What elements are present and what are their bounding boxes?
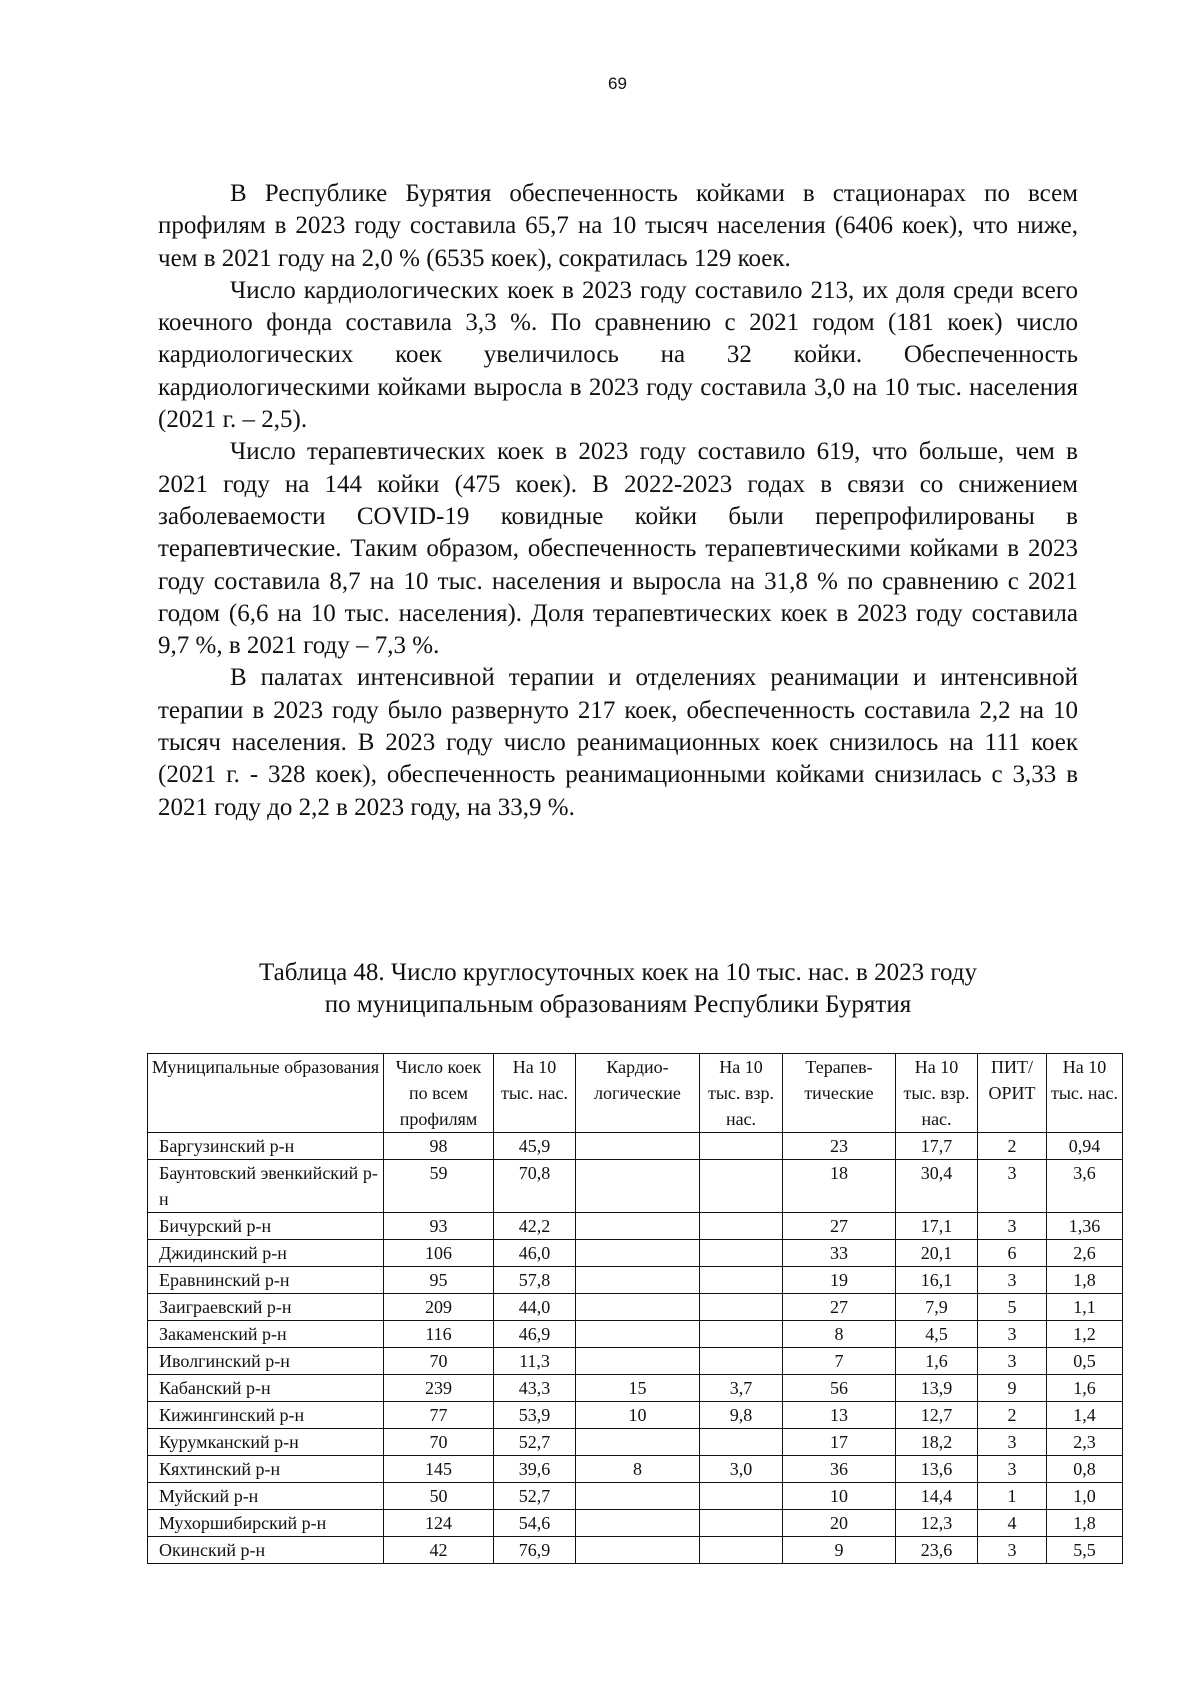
paragraph-therapy-beds: Число терапевтических коек в 2023 году составило 619, что больше, чем в 2021 году на 144 койки (475 коек). В 2022-2023 годах в связи со снижением заболеваемости COVID-19 ковидные койки были перепрофилированы в терапевтические. Таким образом, обеспеченность терапевтическими койками в 2023 году составила 8,7 на 10 тыс. населения и выросла на 31,8 % по сравнению с 2021 годом (6,6 на 10 тыс. населения). Доля терапевтических коек в 2023 году составила 9,7 %, в 2021 году – 7,3 %. — [158, 438, 1078, 660]
cell-therapy-per-10k: 17,1 — [896, 1213, 978, 1240]
body-text — [158, 178, 1078, 824]
cell-cardiology-beds — [576, 1321, 700, 1348]
cell-cardiology-beds — [576, 1294, 700, 1321]
cell-therapy-beds: 13 — [783, 1402, 896, 1429]
cell-municipality: Баунтовский эвенкийский р-н — [148, 1160, 384, 1213]
header-therapy-beds: Терапев-тические — [783, 1054, 896, 1133]
table-row — [148, 1348, 1123, 1375]
cell-icu-per-10k: 1,6 — [1047, 1375, 1123, 1402]
cell-total-per-10k: 43,3 — [494, 1375, 576, 1402]
cell-therapy-beds: 7 — [783, 1348, 896, 1375]
cell-cardiology-beds — [576, 1510, 700, 1537]
cell-cardiology-beds — [576, 1483, 700, 1510]
cell-total-beds: 42 — [384, 1537, 494, 1564]
cell-municipality: Окинский р-н — [148, 1537, 384, 1564]
cell-total-beds: 93 — [384, 1213, 494, 1240]
table-caption — [158, 957, 1078, 1021]
header-municipality: Муниципальные образования — [148, 1054, 384, 1133]
cell-total-beds: 98 — [384, 1133, 494, 1160]
cell-therapy-per-10k: 13,9 — [896, 1375, 978, 1402]
cell-total-beds: 70 — [384, 1429, 494, 1456]
table-row — [148, 1133, 1123, 1160]
cell-cardiology-per-10k: 9,8 — [700, 1402, 783, 1429]
cell-icu-beds: 3 — [978, 1321, 1047, 1348]
cell-municipality: Бичурский р-н — [148, 1213, 384, 1240]
cell-icu-beds: 3 — [978, 1348, 1047, 1375]
table-row — [148, 1321, 1123, 1348]
cell-icu-per-10k: 1,8 — [1047, 1267, 1123, 1294]
cell-total-beds: 59 — [384, 1160, 494, 1213]
cell-icu-beds: 5 — [978, 1294, 1047, 1321]
cell-therapy-beds: 8 — [783, 1321, 896, 1348]
cell-therapy-per-10k: 13,6 — [896, 1456, 978, 1483]
cell-municipality: Еравнинский р-н — [148, 1267, 384, 1294]
cell-municipality: Джидинский р-н — [148, 1240, 384, 1267]
cell-icu-beds: 9 — [978, 1375, 1047, 1402]
cell-therapy-beds: 56 — [783, 1375, 896, 1402]
cell-total-beds: 239 — [384, 1375, 494, 1402]
paragraph-bed-supply: В Республике Бурятия обеспеченность койками в стационарах по всем профилям в 2023 году составила 65,7 на 10 тысяч населения (6406 коек), что ниже, чем в 2021 году на 2,0 % (6535 коек), сократилась 129 коек. — [158, 180, 1078, 272]
cell-total-beds: 77 — [384, 1402, 494, 1429]
cell-municipality: Мухоршибирский р-н — [148, 1510, 384, 1537]
cell-therapy-beds: 27 — [783, 1213, 896, 1240]
cell-therapy-per-10k: 12,7 — [896, 1402, 978, 1429]
cell-therapy-per-10k: 18,2 — [896, 1429, 978, 1456]
cell-total-per-10k: 52,7 — [494, 1483, 576, 1510]
cell-cardiology-beds — [576, 1537, 700, 1564]
cell-icu-beds: 2 — [978, 1133, 1047, 1160]
cell-total-beds: 50 — [384, 1483, 494, 1510]
table-row — [148, 1160, 1123, 1213]
cell-cardiology-beds: 8 — [576, 1456, 700, 1483]
cell-therapy-per-10k: 12,3 — [896, 1510, 978, 1537]
paragraph-icu-beds: В палатах интенсивной терапии и отделениях реанимации и интенсивной терапии в 2023 году было развернуто 217 коек, обеспеченность составила 2,2 на 10 тысяч населения. В 2023 году число реанимационных коек снизилось на 111 коек (2021 г. - 328 коек), обеспеченность реанимационными койками снизилась с 3,33 в 2021 году до 2,2 в 2023 году, на 33,9 %. — [158, 664, 1078, 821]
cell-total-per-10k: 57,8 — [494, 1267, 576, 1294]
cell-therapy-per-10k: 30,4 — [896, 1160, 978, 1213]
cell-total-beds: 95 — [384, 1267, 494, 1294]
cell-cardiology-per-10k — [700, 1267, 783, 1294]
cell-municipality: Кабанский р-н — [148, 1375, 384, 1402]
table-row — [148, 1510, 1123, 1537]
cell-cardiology-per-10k — [700, 1537, 783, 1564]
cell-icu-beds: 3 — [978, 1537, 1047, 1564]
cell-cardiology-beds — [576, 1267, 700, 1294]
cell-cardiology-per-10k — [700, 1294, 783, 1321]
cell-therapy-per-10k: 14,4 — [896, 1483, 978, 1510]
table-row — [148, 1429, 1123, 1456]
cell-total-per-10k: 44,0 — [494, 1294, 576, 1321]
cell-icu-per-10k: 1,4 — [1047, 1402, 1123, 1429]
table-caption-line-2: по муниципальным образованиям Республики Бурятия — [324, 991, 912, 1018]
page-number: 69 — [608, 74, 627, 93]
cell-total-per-10k: 54,6 — [494, 1510, 576, 1537]
cell-icu-beds: 2 — [978, 1402, 1047, 1429]
header-cardiology-per-10k: На 10 тыс. взр. нас. — [700, 1054, 783, 1133]
cell-therapy-per-10k: 20,1 — [896, 1240, 978, 1267]
beds-table — [147, 1053, 1123, 1564]
table-row — [148, 1240, 1123, 1267]
cell-icu-beds: 6 — [978, 1240, 1047, 1267]
cell-cardiology-per-10k — [700, 1321, 783, 1348]
table-header-row — [148, 1054, 1123, 1133]
cell-icu-per-10k: 3,6 — [1047, 1160, 1123, 1213]
cell-cardiology-beds — [576, 1240, 700, 1267]
cell-cardiology-per-10k — [700, 1133, 783, 1160]
cell-total-per-10k: 45,9 — [494, 1133, 576, 1160]
cell-icu-beds: 3 — [978, 1160, 1047, 1213]
header-total-beds: Число коек по всем профилям — [384, 1054, 494, 1133]
cell-cardiology-per-10k — [700, 1510, 783, 1537]
cell-therapy-beds: 9 — [783, 1537, 896, 1564]
cell-cardiology-per-10k — [700, 1240, 783, 1267]
cell-therapy-per-10k: 16,1 — [896, 1267, 978, 1294]
cell-therapy-per-10k: 4,5 — [896, 1321, 978, 1348]
cell-icu-per-10k: 0,94 — [1047, 1133, 1123, 1160]
cell-total-beds: 116 — [384, 1321, 494, 1348]
cell-icu-per-10k: 2,3 — [1047, 1429, 1123, 1456]
header-total-per-10k: На 10 тыс. нас. — [494, 1054, 576, 1133]
cell-municipality: Муйский р-н — [148, 1483, 384, 1510]
cell-therapy-beds: 20 — [783, 1510, 896, 1537]
cell-cardiology-per-10k — [700, 1160, 783, 1213]
cell-total-beds: 70 — [384, 1348, 494, 1375]
cell-therapy-beds: 36 — [783, 1456, 896, 1483]
table-row — [148, 1483, 1123, 1510]
cell-therapy-beds: 23 — [783, 1133, 896, 1160]
cell-cardiology-per-10k — [700, 1213, 783, 1240]
cell-total-per-10k: 76,9 — [494, 1537, 576, 1564]
cell-therapy-beds: 33 — [783, 1240, 896, 1267]
cell-therapy-beds: 10 — [783, 1483, 896, 1510]
cell-cardiology-per-10k: 3,0 — [700, 1456, 783, 1483]
cell-total-per-10k: 52,7 — [494, 1429, 576, 1456]
cell-total-beds: 145 — [384, 1456, 494, 1483]
cell-therapy-beds: 18 — [783, 1160, 896, 1213]
cell-total-per-10k: 53,9 — [494, 1402, 576, 1429]
cell-municipality: Курумканский р-н — [148, 1429, 384, 1456]
cell-cardiology-beds — [576, 1348, 700, 1375]
cell-total-beds: 209 — [384, 1294, 494, 1321]
header-cardiology-beds: Кардио-логические — [576, 1054, 700, 1133]
cell-cardiology-per-10k — [700, 1348, 783, 1375]
cell-cardiology-beds — [576, 1133, 700, 1160]
cell-cardiology-beds: 10 — [576, 1402, 700, 1429]
cell-total-beds: 124 — [384, 1510, 494, 1537]
header-icu-beds: ПИТ/ ОРИТ — [978, 1054, 1047, 1133]
table-row — [148, 1267, 1123, 1294]
cell-municipality: Кижингинский р-н — [148, 1402, 384, 1429]
cell-cardiology-beds — [576, 1160, 700, 1213]
cell-total-per-10k: 11,3 — [494, 1348, 576, 1375]
cell-cardiology-beds: 15 — [576, 1375, 700, 1402]
cell-icu-beds: 3 — [978, 1429, 1047, 1456]
cell-cardiology-beds — [576, 1213, 700, 1240]
cell-icu-beds: 3 — [978, 1213, 1047, 1240]
table-row — [148, 1294, 1123, 1321]
cell-cardiology-per-10k — [700, 1429, 783, 1456]
table-row — [148, 1402, 1123, 1429]
table-row — [148, 1213, 1123, 1240]
cell-municipality: Заиграевский р-н — [148, 1294, 384, 1321]
cell-icu-per-10k: 1,8 — [1047, 1510, 1123, 1537]
paragraph-cardiology-beds: Число кардиологических коек в 2023 году составило 213, их доля среди всего коечного фонда составила 3,3 %. По сравнению с 2021 годом (181 коек) число кардиологических коек увеличилось на 32 койки. Обеспеченность кардиологическими койками выросла в 2023 году составила 3,0 на 10 тыс. населения (2021 г. – 2,5). — [158, 276, 1078, 434]
header-therapy-per-10k: На 10 тыс. взр. нас. — [896, 1054, 978, 1133]
cell-cardiology-per-10k — [700, 1483, 783, 1510]
cell-icu-beds: 3 — [978, 1267, 1047, 1294]
cell-therapy-per-10k: 7,9 — [896, 1294, 978, 1321]
cell-icu-per-10k: 1,0 — [1047, 1483, 1123, 1510]
cell-total-per-10k: 39,6 — [494, 1456, 576, 1483]
cell-icu-beds: 3 — [978, 1456, 1047, 1483]
cell-total-beds: 106 — [384, 1240, 494, 1267]
cell-icu-per-10k: 2,6 — [1047, 1240, 1123, 1267]
cell-total-per-10k: 46,0 — [494, 1240, 576, 1267]
cell-therapy-beds: 19 — [783, 1267, 896, 1294]
cell-icu-per-10k: 0,5 — [1047, 1348, 1123, 1375]
cell-municipality: Баргузинский р-н — [148, 1133, 384, 1160]
table-row — [148, 1456, 1123, 1483]
table-body — [148, 1133, 1123, 1564]
cell-municipality: Кяхтинский р-н — [148, 1456, 384, 1483]
cell-icu-per-10k: 0,8 — [1047, 1456, 1123, 1483]
cell-total-per-10k: 70,8 — [494, 1160, 576, 1213]
table-caption-line-1: Таблица 48. Число круглосуточных коек на 10 тыс. нас. в 2023 году — [259, 959, 977, 986]
cell-therapy-beds: 27 — [783, 1294, 896, 1321]
cell-municipality: Закаменский р-н — [148, 1321, 384, 1348]
cell-icu-beds: 1 — [978, 1483, 1047, 1510]
table-row — [148, 1537, 1123, 1564]
cell-therapy-beds: 17 — [783, 1429, 896, 1456]
cell-icu-per-10k: 1,1 — [1047, 1294, 1123, 1321]
cell-total-per-10k: 42,2 — [494, 1213, 576, 1240]
cell-therapy-per-10k: 17,7 — [896, 1133, 978, 1160]
cell-therapy-per-10k: 23,6 — [896, 1537, 978, 1564]
header-icu-per-10k: На 10 тыс. нас. — [1047, 1054, 1123, 1133]
cell-total-per-10k: 46,9 — [494, 1321, 576, 1348]
cell-municipality: Иволгинский р-н — [148, 1348, 384, 1375]
cell-icu-per-10k: 5,5 — [1047, 1537, 1123, 1564]
cell-icu-beds: 4 — [978, 1510, 1047, 1537]
cell-icu-per-10k: 1,36 — [1047, 1213, 1123, 1240]
cell-cardiology-per-10k: 3,7 — [700, 1375, 783, 1402]
cell-icu-per-10k: 1,2 — [1047, 1321, 1123, 1348]
cell-cardiology-beds — [576, 1429, 700, 1456]
table-row — [148, 1375, 1123, 1402]
cell-therapy-per-10k: 1,6 — [896, 1348, 978, 1375]
